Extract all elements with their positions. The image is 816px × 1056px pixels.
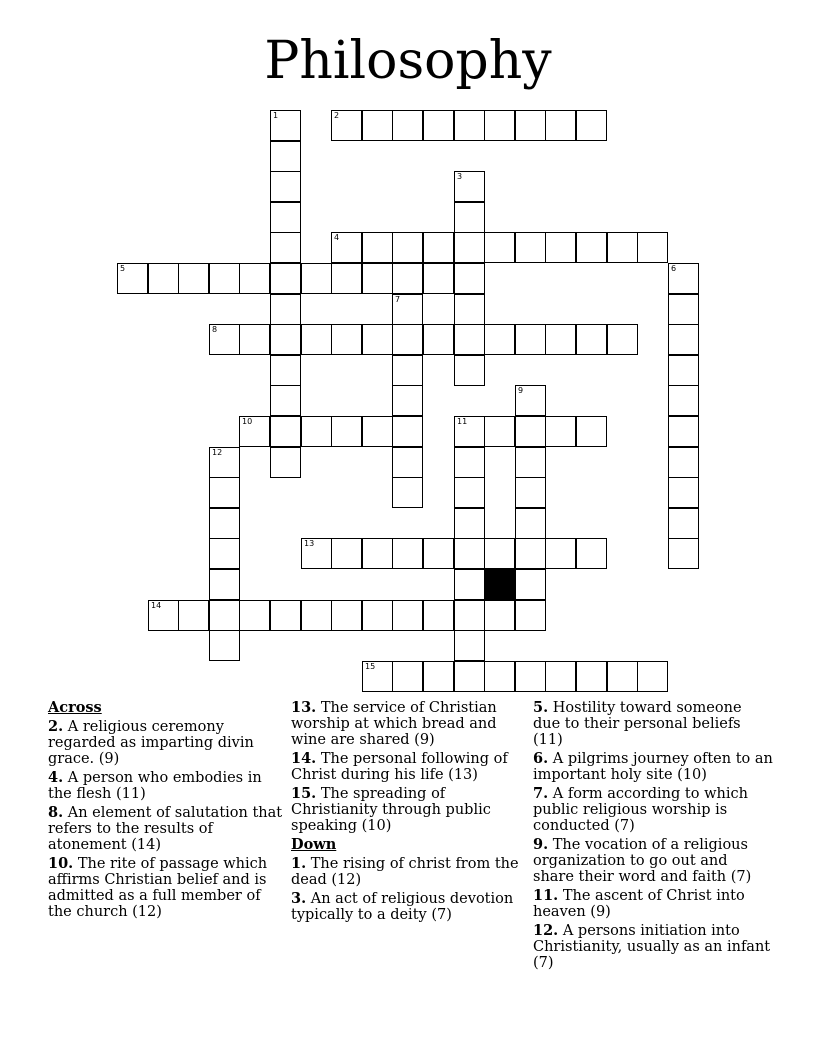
grid-cell[interactable] [301, 263, 332, 294]
grid-cell[interactable] [270, 171, 301, 202]
grid-cell[interactable] [239, 324, 270, 355]
grid-cell[interactable] [668, 477, 699, 508]
clue [533, 888, 773, 920]
grid-cell[interactable] [392, 600, 423, 631]
grid-cell[interactable] [239, 416, 270, 447]
grid-cell[interactable] [423, 661, 454, 692]
grid-cell[interactable] [515, 447, 546, 478]
grid-cell[interactable] [454, 447, 485, 478]
clue-text: The ascent of Christ into heaven (9) [533, 888, 745, 920]
clue [533, 837, 773, 885]
clue-text: A religious ceremony regarded as imparting divin grace. (9) [48, 719, 254, 767]
clue [291, 786, 525, 834]
clue-number: 7 [395, 295, 401, 304]
grid-cell[interactable] [331, 324, 362, 355]
clue-number: 12 [212, 448, 223, 457]
grid-cell[interactable] [270, 294, 301, 325]
grid-cell[interactable] [270, 263, 301, 294]
grid-cell[interactable] [392, 355, 423, 386]
grid-cell[interactable] [362, 416, 393, 447]
grid-cell[interactable] [515, 324, 546, 355]
grid-cell[interactable] [239, 263, 270, 294]
grid-cell[interactable] [209, 263, 240, 294]
grid-cell[interactable] [515, 232, 546, 263]
grid-cell[interactable] [545, 416, 576, 447]
clue-text: A form according to which public religious worship is conducted (7) [533, 786, 748, 834]
grid-cell[interactable] [362, 600, 393, 631]
grid-cell[interactable] [576, 416, 607, 447]
grid-cell[interactable] [362, 538, 393, 569]
grid-cell[interactable] [515, 110, 546, 141]
grid-cell[interactable] [423, 232, 454, 263]
grid-cell[interactable] [392, 661, 423, 692]
clue-number: 2 [334, 111, 340, 120]
grid-cell[interactable] [331, 232, 362, 263]
grid-cell[interactable] [301, 538, 332, 569]
clue [48, 770, 284, 802]
grid-cell[interactable] [607, 661, 638, 692]
grid-cell[interactable] [331, 110, 362, 141]
grid-cell[interactable] [515, 508, 546, 539]
clue-number: 1 [273, 111, 279, 120]
grid-cell[interactable] [423, 538, 454, 569]
grid-cell[interactable] [484, 416, 515, 447]
grid-cell[interactable] [423, 324, 454, 355]
grid-cell[interactable] [423, 600, 454, 631]
clue [48, 856, 284, 920]
grid-cell[interactable] [209, 569, 240, 600]
grid-cell[interactable] [392, 110, 423, 141]
grid-cell[interactable] [454, 538, 485, 569]
clue-text: An element of salutation that refers to the results of atonement (14) [48, 805, 283, 853]
clue [291, 700, 525, 748]
grid-cell[interactable] [515, 600, 546, 631]
black-cell [484, 569, 515, 600]
grid-cell[interactable] [392, 477, 423, 508]
grid-cell[interactable] [454, 324, 485, 355]
clue-number-label: 6. [533, 750, 549, 767]
grid-cell[interactable] [362, 110, 393, 141]
clue-number: 6 [671, 264, 677, 273]
clue [533, 923, 773, 971]
clue [291, 751, 525, 783]
grid-cell[interactable] [454, 661, 485, 692]
clue [48, 719, 284, 767]
grid-cell[interactable] [209, 600, 240, 631]
clue-number-label: 3. [291, 890, 307, 907]
grid-cell[interactable] [392, 416, 423, 447]
grid-cell[interactable] [484, 600, 515, 631]
grid-cell[interactable] [362, 232, 393, 263]
grid-cell[interactable] [545, 324, 576, 355]
grid-cell[interactable] [454, 110, 485, 141]
clue-text: The personal following of Christ during his life (13) [291, 751, 508, 783]
grid-cell[interactable] [270, 447, 301, 478]
grid-cell[interactable] [209, 324, 240, 355]
grid-cell[interactable] [270, 232, 301, 263]
grid-cell[interactable] [484, 324, 515, 355]
down-clue-list-continued [533, 700, 773, 971]
grid-cell[interactable] [515, 538, 546, 569]
grid-cell[interactable] [454, 202, 485, 233]
grid-cell[interactable] [637, 232, 668, 263]
clue-number-label: 10. [48, 855, 74, 872]
grid-cell[interactable] [301, 600, 332, 631]
clue-text: The rite of passage which affirms Christian belief and is admitted as a full member of the church (12) [48, 856, 268, 920]
grid-cell[interactable] [545, 661, 576, 692]
grid-cell[interactable] [117, 263, 148, 294]
grid-cell[interactable] [270, 324, 301, 355]
grid-cell[interactable] [668, 538, 699, 569]
grid-cell[interactable] [454, 263, 485, 294]
grid-cell[interactable] [454, 569, 485, 600]
grid-cell[interactable] [454, 416, 485, 447]
grid-cell[interactable] [484, 232, 515, 263]
grid-cell[interactable] [607, 232, 638, 263]
clue-number-label: 8. [48, 804, 64, 821]
clue-number-label: 9. [533, 836, 549, 853]
grid-cell[interactable] [239, 600, 270, 631]
grid-cell[interactable] [270, 110, 301, 141]
clue [291, 891, 525, 923]
grid-cell[interactable] [545, 538, 576, 569]
grid-cell[interactable] [270, 202, 301, 233]
clue-number-label: 5. [533, 699, 549, 716]
down-clue-list [291, 856, 525, 923]
clue-text: The vocation of a religious organization to go out and share their word and faith (7) [533, 837, 752, 885]
clue-number: 14 [151, 601, 162, 610]
grid-cell[interactable] [454, 355, 485, 386]
grid-cell[interactable] [392, 294, 423, 325]
grid-cell[interactable] [454, 171, 485, 202]
clue-number-label: 7. [533, 785, 549, 802]
grid-cell[interactable] [515, 661, 546, 692]
grid-cell[interactable] [423, 263, 454, 294]
clues-column-1 [48, 700, 284, 923]
clue-number: 8 [212, 325, 218, 334]
grid-cell[interactable] [545, 110, 576, 141]
clue-number: 10 [242, 417, 253, 426]
grid-cell[interactable] [392, 324, 423, 355]
grid-cell[interactable] [148, 600, 179, 631]
grid-cell[interactable] [454, 630, 485, 661]
clue-number: 9 [518, 386, 524, 395]
grid-cell[interactable] [270, 385, 301, 416]
grid-cell[interactable] [270, 355, 301, 386]
across-heading: Across [48, 699, 102, 716]
grid-cell[interactable] [668, 263, 699, 294]
grid-cell[interactable] [392, 263, 423, 294]
grid-cell[interactable] [515, 385, 546, 416]
clue [533, 700, 773, 748]
grid-cell[interactable] [301, 324, 332, 355]
grid-cell[interactable] [362, 324, 393, 355]
clue-text: The service of Christian worship at which bread and wine are shared (9) [291, 700, 497, 748]
grid-cell[interactable] [454, 508, 485, 539]
grid-cell[interactable] [270, 141, 301, 172]
grid-cell[interactable] [454, 294, 485, 325]
grid-cell[interactable] [576, 110, 607, 141]
clue-number-label: 11. [533, 887, 559, 904]
grid-cell[interactable] [301, 416, 332, 447]
clue-text: Hostility toward someone due to their personal beliefs (11) [533, 700, 742, 748]
down-heading: Down [291, 836, 337, 853]
clue-text: A person who embodies in the flesh (11) [48, 770, 262, 802]
grid-cell[interactable] [209, 508, 240, 539]
clue-number-label: 12. [533, 922, 559, 939]
clue-text: The rising of christ from the dead (12) [291, 856, 519, 888]
grid-cell[interactable] [454, 477, 485, 508]
grid-cell[interactable] [545, 232, 576, 263]
clue-text: A persons initiation into Christianity, usually as an infant (7) [533, 923, 771, 971]
clue-number: 15 [365, 662, 376, 671]
clue-number: 13 [304, 539, 315, 548]
grid-cell[interactable] [484, 661, 515, 692]
clue-text: A pilgrims journey often to an important holy site (10) [533, 751, 773, 783]
clues-column-3 [533, 700, 773, 974]
clue-text: The spreading of Christianity through public speaking (10) [291, 786, 491, 834]
grid-cell[interactable] [392, 538, 423, 569]
grid-cell[interactable] [576, 661, 607, 692]
across-clue-list-continued [291, 700, 525, 834]
grid-cell[interactable] [576, 324, 607, 355]
clue [291, 856, 525, 888]
clue [533, 786, 773, 834]
grid-cell[interactable] [362, 661, 393, 692]
grid-cell[interactable] [270, 416, 301, 447]
grid-cell[interactable] [148, 263, 179, 294]
grid-cell[interactable] [423, 110, 454, 141]
grid-cell[interactable] [668, 508, 699, 539]
clue-number-label: 14. [291, 750, 317, 767]
grid-cell[interactable] [576, 232, 607, 263]
clue-number: 3 [457, 172, 463, 181]
clue-number-label: 2. [48, 718, 64, 735]
grid-cell[interactable] [331, 416, 362, 447]
grid-cell[interactable] [515, 416, 546, 447]
grid-cell[interactable] [331, 600, 362, 631]
grid-cell[interactable] [209, 447, 240, 478]
grid-cell[interactable] [392, 385, 423, 416]
clue [48, 805, 284, 853]
clue-number-label: 1. [291, 855, 307, 872]
clue-number: 4 [334, 233, 340, 242]
clue [533, 751, 773, 783]
clues-column-2 [291, 700, 525, 926]
grid-cell[interactable] [668, 294, 699, 325]
grid-cell[interactable] [209, 538, 240, 569]
grid-cell[interactable] [209, 630, 240, 661]
clue-number-label: 4. [48, 769, 64, 786]
grid-cell[interactable] [178, 263, 209, 294]
grid-cell[interactable] [209, 477, 240, 508]
grid-cell[interactable] [484, 110, 515, 141]
grid-cell[interactable] [454, 600, 485, 631]
grid-cell[interactable] [668, 355, 699, 386]
clue-number: 5 [120, 264, 126, 273]
grid-cell[interactable] [607, 324, 638, 355]
grid-cell[interactable] [576, 538, 607, 569]
grid-cell[interactable] [178, 600, 209, 631]
across-clue-list [48, 719, 284, 920]
grid-cell[interactable] [668, 416, 699, 447]
grid-cell[interactable] [392, 447, 423, 478]
clue-text: An act of religious devotion typically to a deity (7) [291, 891, 514, 923]
grid-cell[interactable] [331, 263, 362, 294]
grid-cell[interactable] [515, 477, 546, 508]
grid-cell[interactable] [515, 569, 546, 600]
grid-cell[interactable] [668, 385, 699, 416]
clue-number: 11 [457, 417, 468, 426]
grid-cell[interactable] [668, 447, 699, 478]
grid-cell[interactable] [392, 232, 423, 263]
puzzle-title: Philosophy [264, 31, 552, 91]
grid-cell[interactable] [454, 232, 485, 263]
grid-cell[interactable] [331, 538, 362, 569]
grid-cell[interactable] [668, 324, 699, 355]
clue-number-label: 15. [291, 785, 317, 802]
grid-cell[interactable] [484, 538, 515, 569]
grid-cell[interactable] [270, 600, 301, 631]
clue-number-label: 13. [291, 699, 317, 716]
grid-cell[interactable] [362, 263, 393, 294]
grid-cell[interactable] [637, 661, 668, 692]
